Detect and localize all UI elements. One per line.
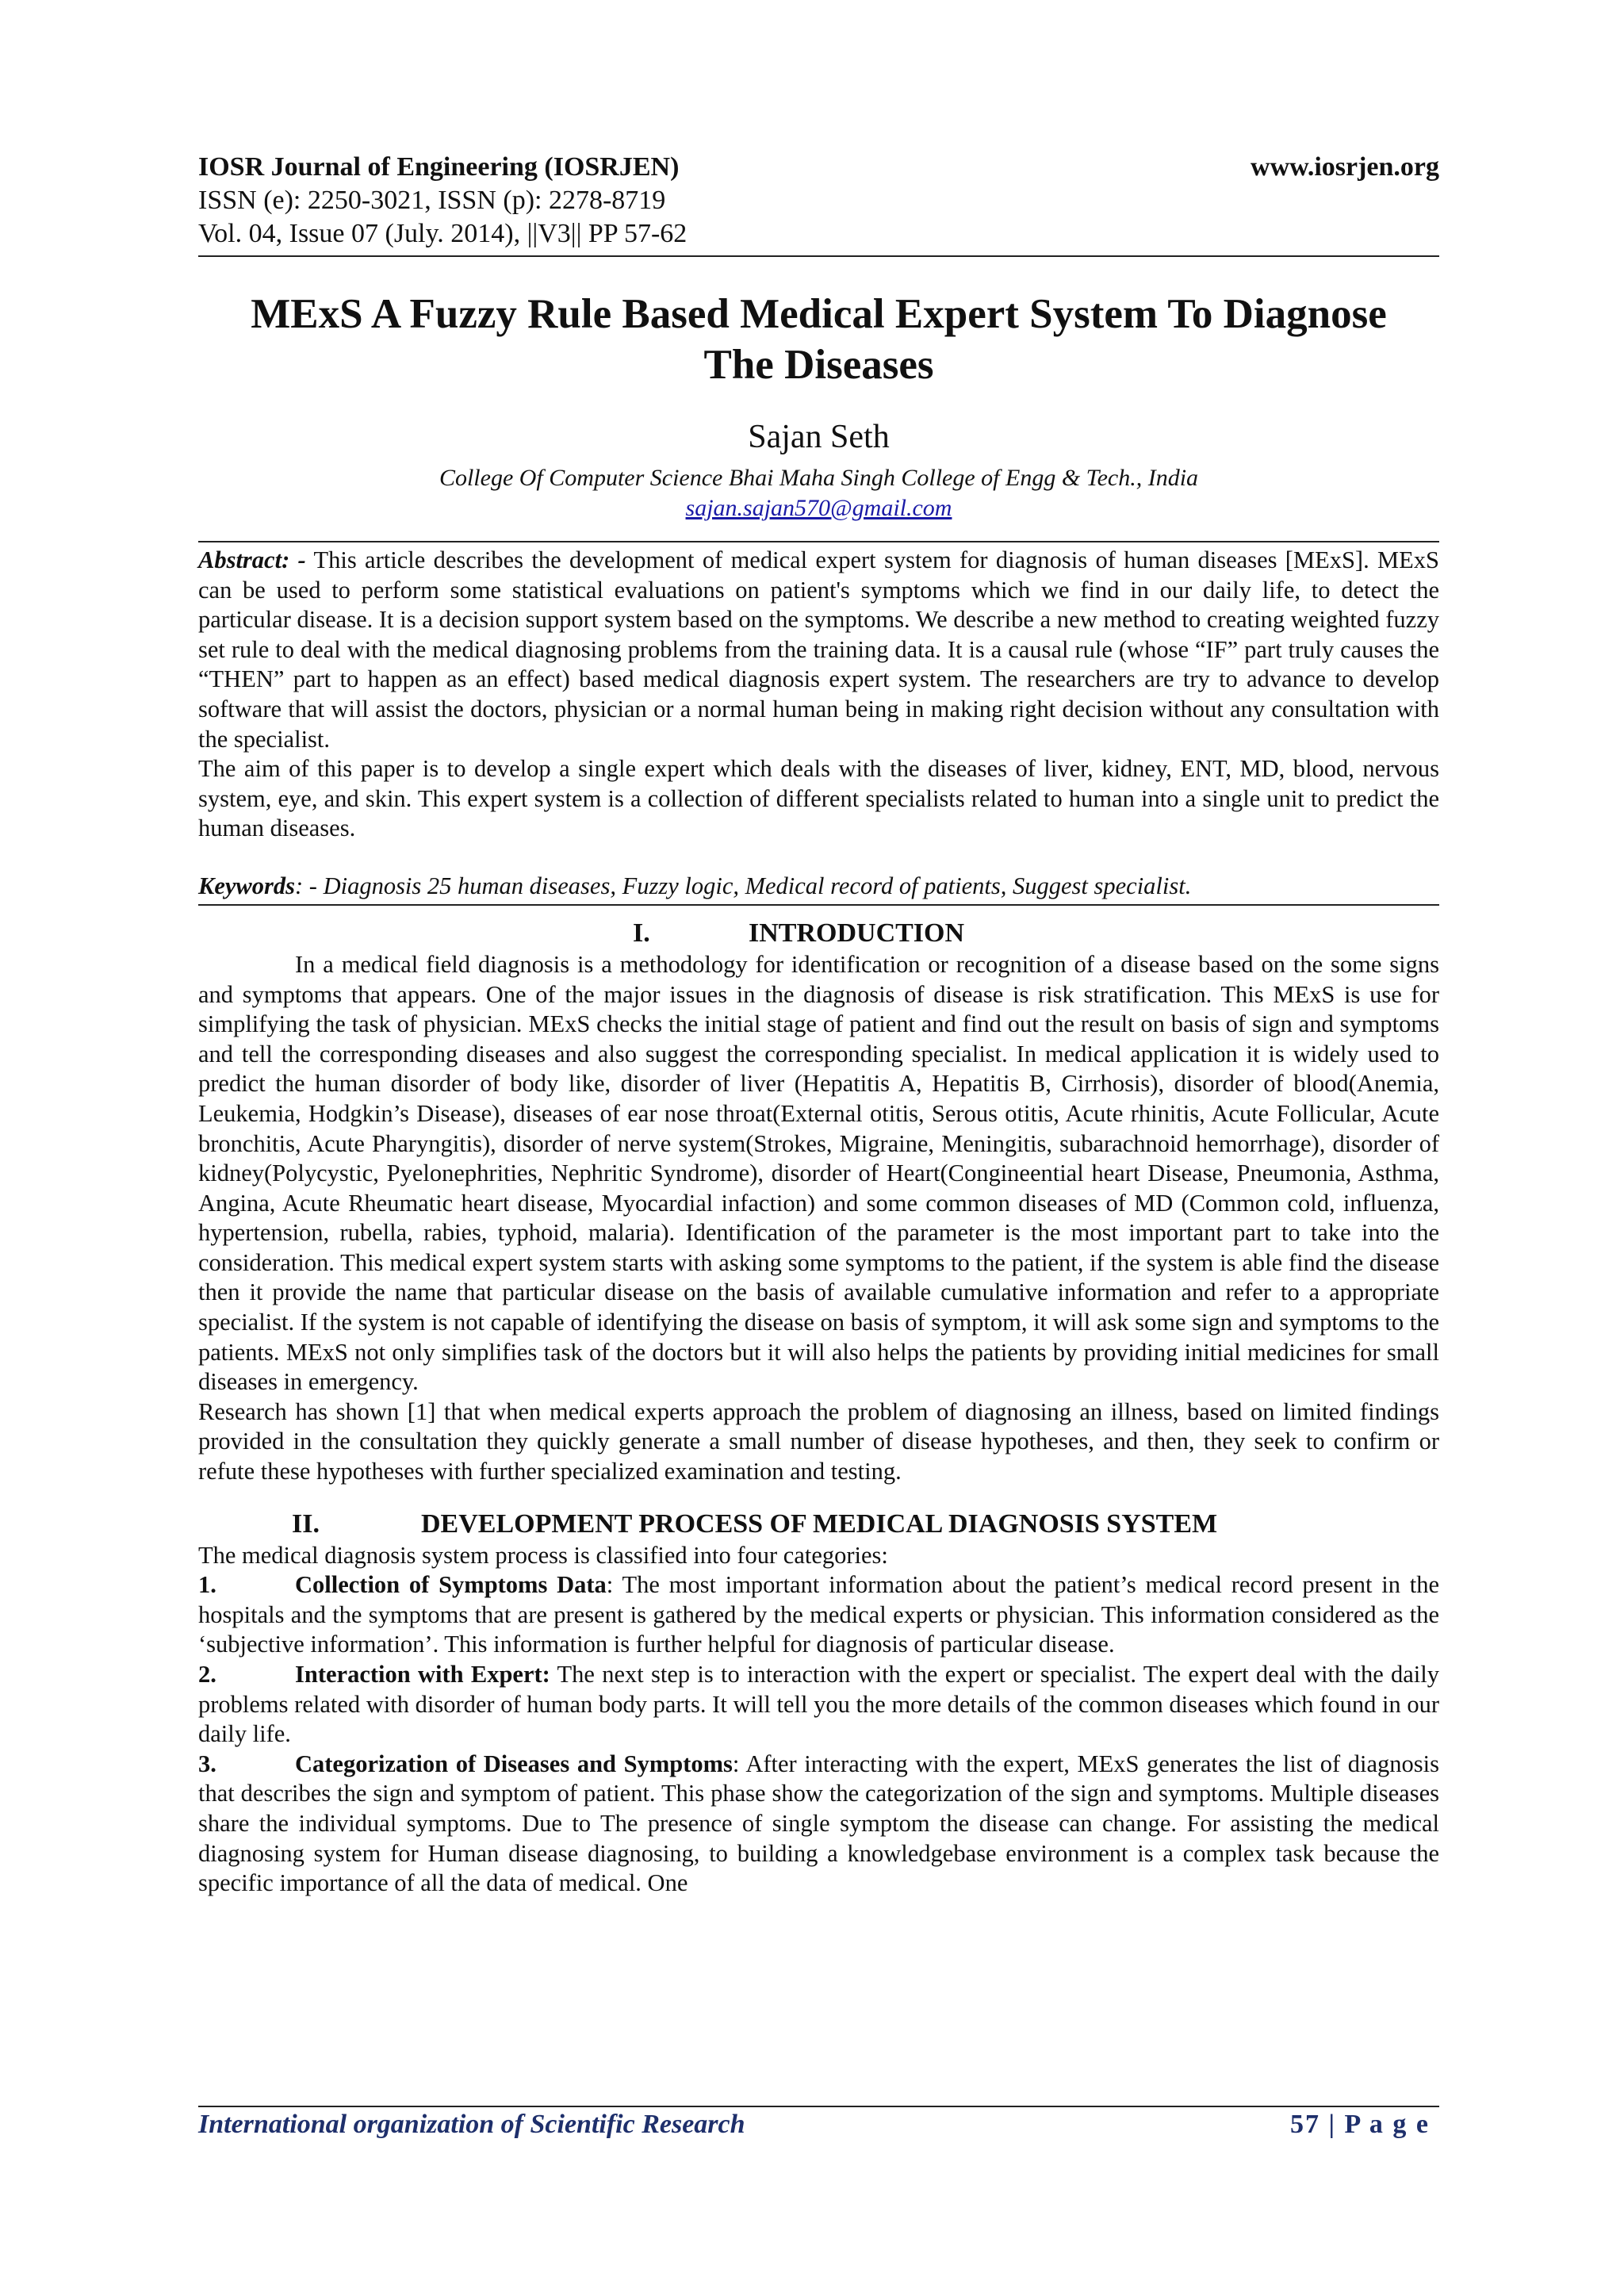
section-2-heading [198, 1508, 1439, 1541]
list-item-text: : The most important information about the patient’s medical record present in the hospitals and the symptoms that are present is gathered by the medical experts or physician. This information considered as the ‘subjective information’. This information is further helpful for diagnosis of particular disease. [198, 1571, 1439, 1658]
journal-name: IOSR Journal of Engineering (IOSRJEN) [198, 152, 680, 182]
journal-header [198, 151, 1439, 251]
page-footer [198, 2106, 1439, 2142]
development-process [198, 1541, 1439, 1899]
author-email-link[interactable]: sajan.sajan570@gmail.com [685, 495, 952, 521]
section-2-intro: The medical diagnosis system process is classified into four categories: [198, 1541, 888, 1569]
intro-paragraph-2: Research has shown [1] that when medical experts approach the problem of diagnosing an illness, based on limited findings provided in the consultation they quickly generate a small number of disease hypotheses, and then, they seek to confirm or refute these hypotheses with further specialized examination and testing. [198, 1397, 1439, 1485]
list-item-heading: Categorization of Diseases and Symptoms [295, 1750, 733, 1777]
section-1-number: I. [633, 918, 650, 948]
keywords-rule [198, 904, 1439, 906]
keywords-label: Keywords [198, 872, 295, 899]
keywords [198, 871, 1439, 901]
abstract [198, 546, 1439, 844]
paper-title: MExS A Fuzzy Rule Based Medical Expert System To Diagnose The Diseases [251, 291, 1387, 388]
list-item-number: 1. [198, 1571, 216, 1599]
section-1-title: INTRODUCTION [749, 918, 965, 948]
list-item-text: The next step is to interaction with the expert or specialist. The expert deal with the daily problems related with disorder of human body parts. It will tell you the more details of the common diseases which found in our daily life. [198, 1661, 1439, 1748]
author-name: Sajan Seth [748, 419, 890, 455]
abstract-paragraph-1: This article describes the development of medical expert system for diagnosis of human diseases [MExS]. MExS can be used to perform some statistical evaluations on patient's symptoms which we find in our daily life, to detect the particular disease. It is a decision support system based on the symptoms. We describe a new method to creating weighted fuzzy set rule to deal with the medical diagnosing problems from the training data. It is a causal rule (whose “IF” part truly causes the “THEN” part to happen as an effect) based medical diagnosis expert system. The researchers are try to advance to develop software that will assist the doctors, physician or a normal human being in making right decision without any consultation with the specialist. [198, 546, 1439, 753]
journal-volume: Vol. 04, Issue 07 (July. 2014), ||V3|| PP 57-62 [198, 219, 688, 248]
footer-page-number: 57 | P a g e [1290, 2110, 1430, 2139]
abstract-label: Abstract: - [198, 546, 306, 573]
section-2-number: II. [292, 1508, 320, 1539]
section-2-title: DEVELOPMENT PROCESS OF MEDICAL DIAGNOSIS SYSTEM [421, 1508, 1218, 1539]
list-item-number: 2. [198, 1661, 216, 1688]
keywords-text: : - Diagnosis 25 human diseases, Fuzzy logic, Medical record of patients, Suggest specialist. [295, 872, 1192, 899]
abstract-top-rule [198, 541, 1439, 542]
abstract-paragraph-2: The aim of this paper is to develop a single expert which deals with the diseases of liver, kidney, ENT, MD, blood, nervous system, eye, and skin. This expert system is a collection of different specialists related to human into a single unit to predict the human diseases. [198, 755, 1439, 842]
page-body [198, 151, 1439, 1899]
list-item-number: 3. [198, 1750, 216, 1777]
section-1-heading [198, 917, 1439, 950]
header-rule [198, 255, 1439, 257]
list-item [198, 1660, 1439, 1750]
footer-organization: International organization of Scientific Research [198, 2110, 745, 2139]
author-affiliation: College Of Computer Science Bhai Maha Singh College of Engg & Tech., India [439, 465, 1199, 491]
introduction [198, 950, 1439, 1487]
journal-issn: ISSN (e): 2250-3021, ISSN (p): 2278-8719 [198, 186, 666, 215]
list-item-text: : After interacting with the expert, MExS generates the list of diagnosis that describes the sign and symptom of patient. This phase show the categorization of the sign and symptoms. Multiple diseases share the individual symptoms. Due to The presence of single symptom the disease can change. For assisting the medical diagnosing system for Human disease diagnosing, to building a knowledgebase environment is a complex task because the specific importance of all the data of medical. One [198, 1750, 1439, 1897]
list-item [198, 1570, 1439, 1660]
list-item [198, 1750, 1439, 1899]
intro-paragraph-1: In a medical field diagnosis is a methodology for identification or recognition of a disease based on the some signs and symptoms that appears. One of the major issues in the diagnosis of disease is risk stratification. This MExS is use for simplifying the task of physician. MExS checks the initial stage of patient and find out the result on basis of sign and symptoms and tell the corresponding diseases and also suggest the corresponding specialist. In medical application it is widely used to predict the human disorder of body like, disorder of liver (Hepatitis A, Hepatitis B, Cirrhosis), disorder of blood(Anemia, Leukemia, Hodgkin’s Disease), diseases of ear nose throat(External otitis, Serous otitis, Acute rhinitis, Acute Follicular, Acute bronchitis, Acute Pharyngitis), disorder of nerve system(Strokes, Migraine, Meningitis, subarachnoid hemorrhage), disorder of kidney(Polycystic, Pyelonephrities, Nephritic Syndrome), disorder of Heart(Congineential heart Disease, Pneumonia, Asthma, Angina, Acute Rheumatic heart disease, Myocardial infaction) and some common diseases of MD (Common cold, influenza, hypertension, rubella, rabies, typhoid, malaria). Identification of the parameter is the most important part to take into the consideration. This medical expert system starts with asking some symptoms to the patient, if the system is able find the disease then it provide the name that particular disease on the basis of available cumulative information and refer to a appropriate specialist. If the system is not capable of identifying the disease on basis of symptom, it will ask some sign and symptoms to the patients. MExS not only simplifies task of the doctors but it will also helps the patients by providing initial medicines for small diseases in emergency. [198, 950, 1439, 1396]
list-item-heading: Interaction with Expert: [295, 1661, 550, 1688]
journal-website[interactable]: www.iosrjen.org [1251, 152, 1439, 182]
list-item-heading: Collection of Symptoms Data [295, 1571, 607, 1599]
